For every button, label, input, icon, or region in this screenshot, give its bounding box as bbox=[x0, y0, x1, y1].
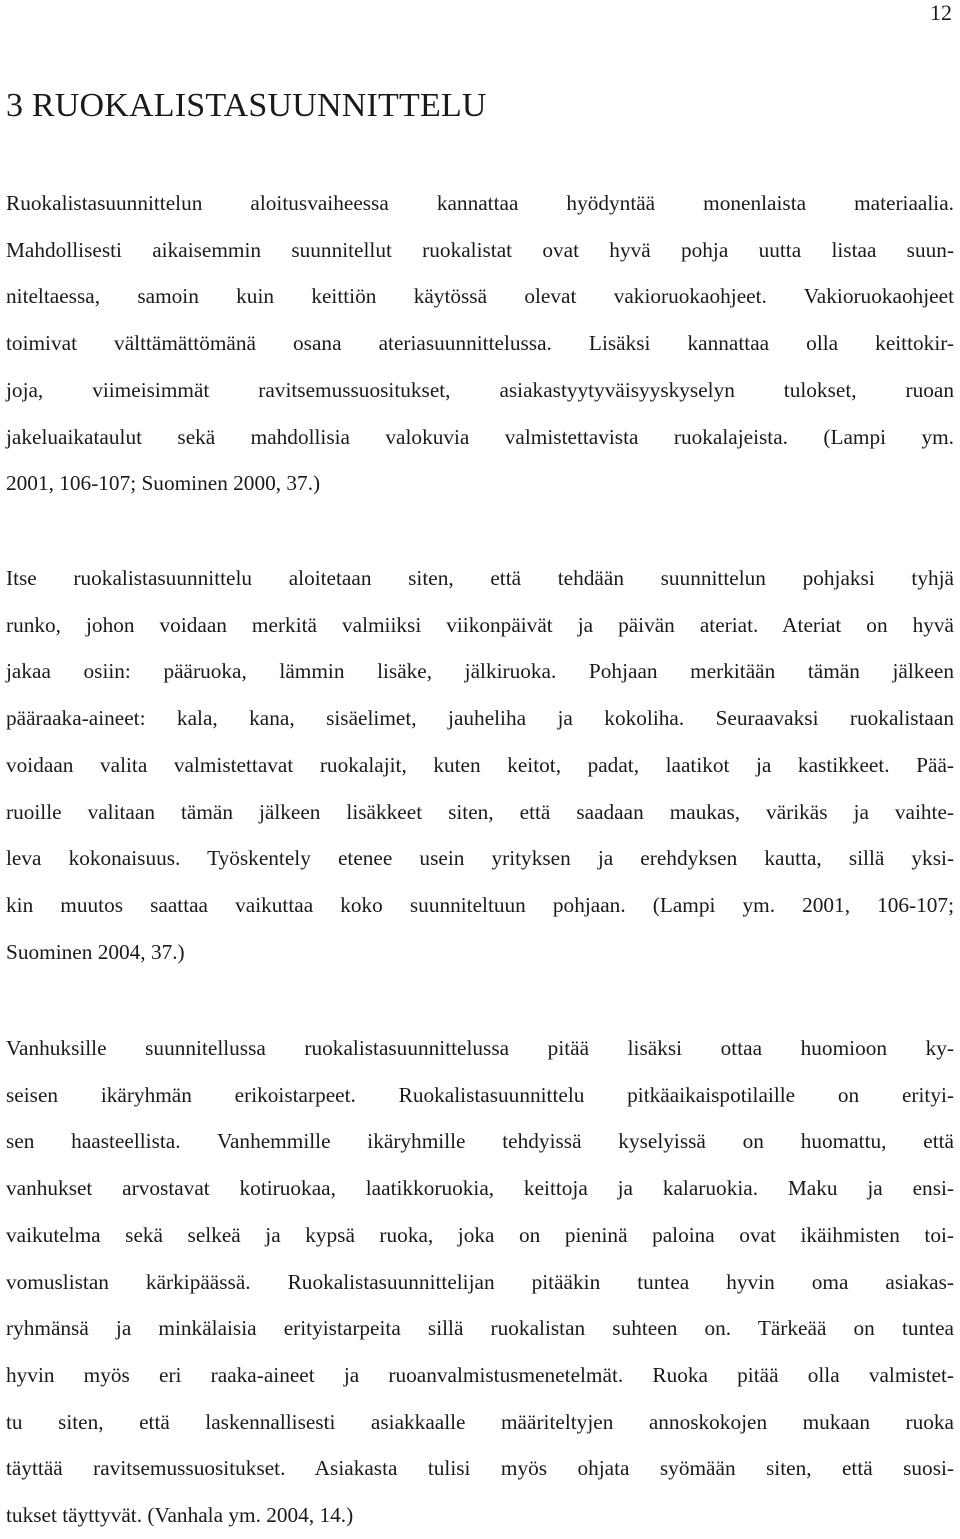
paragraph-line: Itse ruokalistasuunnittelu aloitetaan siten, että tehdään suunnittelun pohjaksi tyhjä bbox=[6, 566, 954, 590]
paragraph-line: tukset täyttyvät. (Vanhala ym. 2004, 14.) bbox=[6, 1503, 354, 1528]
paragraph-line: vanhukset arvostavat kotiruokaa, laatikkoruokia, keittoja ja kalaruokia. Maku ja ensi- bbox=[6, 1176, 954, 1201]
paragraph-line: Suominen 2004, 37.) bbox=[6, 939, 185, 964]
paragraph-3 bbox=[6, 1025, 960, 1539]
paragraph-1 bbox=[6, 180, 960, 507]
paragraph-line: täyttää ravitsemussuositukset. Asiakasta tulisi myös ohjata syömään siten, että suosi- bbox=[6, 1456, 954, 1481]
paragraph-line: ruoille valitaan tämän jälkeen lisäkkeet siten, että saadaan maukas, värikäs ja vaihte- bbox=[6, 799, 954, 824]
paragraph-line: joja, viimeisimmät ravitsemussuositukset, asiakastyytyväisyyskyselyn tulokset, ruoan bbox=[6, 377, 954, 402]
paragraph-line: 2001, 106-107; Suominen 2000, 37.) bbox=[6, 471, 321, 496]
paragraph-line: tu siten, että laskennallisesti asiakkaalle määriteltyjen annoskokojen mukaan ruoka bbox=[6, 1409, 954, 1434]
paragraph-line: hyvin myös eri raaka-aineet ja ruoanvalmistusmenetelmät. Ruoka pitää olla valmistet- bbox=[6, 1362, 954, 1387]
paragraph-line: leva kokonaisuus. Työskentely etenee usein yrityksen ja erehdyksen kautta, sillä yksi- bbox=[6, 846, 954, 871]
paragraph-line: pääraaka-aineet: kala, kana, sisäelimet, jauheliha ja kokoliha. Seuraavaksi ruokalistaan bbox=[6, 706, 954, 731]
paragraph-2 bbox=[6, 555, 960, 975]
paragraph-line: sen haasteellista. Vanhemmille ikäryhmille tehdyissä kyselyissä on huomattu, että bbox=[6, 1129, 954, 1154]
paragraph-line: runko, johon voidaan merkitä valmiiksi viikonpäivät ja päivän ateriat. Ateriat on hyvä bbox=[6, 612, 954, 637]
section-heading: 3 RUOKALISTASUUNNITTELU bbox=[6, 87, 487, 124]
paragraph-line: Vanhuksille suunnitellussa ruokalistasuunnittelussa pitää lisäksi ottaa huomioon ky- bbox=[6, 1036, 954, 1060]
paragraph-line: toimivat välttämättömänä osana ateriasuunnittelussa. Lisäksi kannattaa olla keittokir- bbox=[6, 331, 954, 356]
page-number: 12 bbox=[930, 0, 952, 25]
paragraph-line: jakaa osiin: pääruoka, lämmin lisäke, jälkiruoka. Pohjaan merkitään tämän jälkeen bbox=[6, 659, 954, 684]
paragraph-line: vaikutelma sekä selkeä ja kypsä ruoka, joka on pieninä paloina ovat ikäihmisten toi- bbox=[6, 1222, 954, 1247]
paragraph-line: Mahdollisesti aikaisemmin suunnitellut ruokalistat ovat hyvä pohja uutta listaa suun- bbox=[6, 237, 954, 262]
paragraph-line: jakeluaikataulut sekä mahdollisia valokuvia valmistettavista ruokalajeista. (Lampi ym. bbox=[6, 424, 954, 449]
paragraph-line: kin muutos saattaa vaikuttaa koko suunniteltuun pohjaan. (Lampi ym. 2001, 106-107; bbox=[6, 892, 954, 917]
paragraph-line: voidaan valita valmistettavat ruokalajit, kuten keitot, padat, laatikot ja kastikkeet. Pää- bbox=[6, 752, 954, 777]
paragraph-line: ryhmänsä ja minkälaisia erityistarpeita sillä ruokalistan suhteen on. Tärkeää on tuntea bbox=[6, 1316, 954, 1341]
paragraph-line: seisen ikäryhmän erikoistarpeet. Ruokalistasuunnittelu pitkäaikaispotilaille on erityi- bbox=[6, 1082, 954, 1107]
paragraph-line: Ruokalistasuunnittelun aloitusvaiheessa kannattaa hyödyntää monenlaista materiaalia. bbox=[6, 191, 954, 215]
paragraph-line: vomuslistan kärkipäässä. Ruokalistasuunnittelijan pitääkin tuntea hyvin oma asiakas- bbox=[6, 1269, 954, 1294]
paragraph-line: niteltaessa, samoin kuin keittiön käytössä olevat vakioruokaohjeet. Vakioruokaohjeet bbox=[6, 284, 954, 309]
